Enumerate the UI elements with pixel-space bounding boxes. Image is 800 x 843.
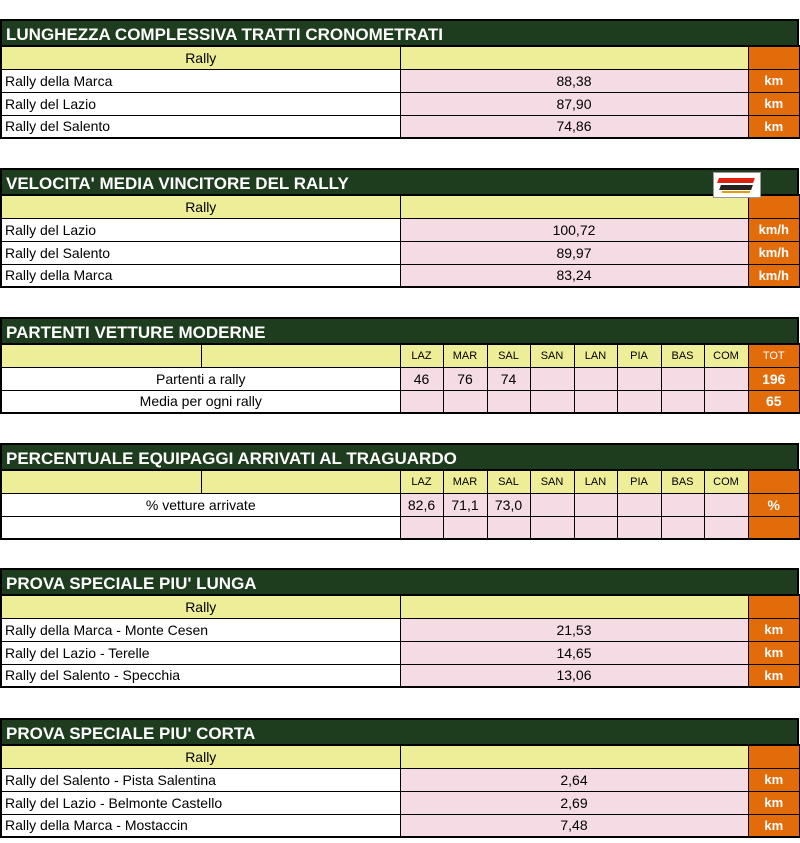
rally-unit: km [748, 92, 800, 115]
rally-name: Rally del Salento [1, 241, 400, 264]
cell-value: 71,1 [443, 493, 487, 516]
section-title-text: VELOCITA' MEDIA VINCITORE DEL RALLY [6, 174, 349, 193]
table-row [1, 218, 800, 241]
cell-value [530, 367, 574, 390]
table-row [1, 92, 800, 115]
row-label: Media per ogni rally [1, 390, 400, 413]
table-row [1, 264, 800, 287]
rally-value: 89,97 [400, 241, 748, 264]
table-row [1, 791, 800, 814]
rally-name: Rally della Marca [1, 264, 400, 287]
header-unit [748, 595, 800, 618]
cell-value: 73,0 [487, 493, 530, 516]
cell-value [617, 493, 661, 516]
rally-value: 13,06 [400, 664, 748, 687]
cell-value [530, 493, 574, 516]
header-value [400, 46, 748, 69]
rally-name: Rally del Lazio - Belmonte Castello [1, 791, 400, 814]
partenti-table [0, 343, 800, 414]
rally-unit: km [748, 69, 800, 92]
cell-value [574, 516, 617, 539]
rally-unit: km [748, 641, 800, 664]
cell-value [617, 367, 661, 390]
rally-name: Rally del Lazio [1, 92, 400, 115]
rally-value: 14,65 [400, 641, 748, 664]
cell-value: 82,6 [400, 493, 443, 516]
cell-value [530, 516, 574, 539]
table-row [1, 664, 800, 687]
tot-value: 196 [748, 367, 800, 390]
col-header: LAN [574, 344, 617, 367]
table-row [1, 814, 800, 837]
cell-value [487, 516, 530, 539]
rally-unit: km [748, 791, 800, 814]
cell-value [704, 493, 748, 516]
rally-name: Rally della Marca [1, 69, 400, 92]
cell-value [704, 516, 748, 539]
table-row [1, 516, 800, 539]
col-header: LAZ [400, 470, 443, 493]
col-header: LAN [574, 470, 617, 493]
table-row [1, 641, 800, 664]
cell-value [443, 516, 487, 539]
table-row [1, 390, 800, 413]
rally-name: Rally della Marca - Monte Cesen [1, 618, 400, 641]
rally-value: 7,48 [400, 814, 748, 837]
rally-logo-icon [713, 172, 761, 198]
velocita-table [0, 194, 800, 288]
cell-value [661, 367, 704, 390]
table-row [1, 493, 800, 516]
section-velocita [0, 168, 799, 288]
section-partenti [0, 317, 799, 414]
rally-unit: km/h [748, 241, 800, 264]
header-unit [748, 745, 800, 768]
cell-value [487, 390, 530, 413]
cell-value [530, 390, 574, 413]
section-title: PERCENTUALE EQUIPAGGI ARRIVATI AL TRAGUARDO [0, 443, 799, 469]
section-corta [0, 718, 799, 838]
header-rally: Rally [1, 46, 400, 69]
section-lunga [0, 568, 799, 688]
tot-header: TOT [748, 344, 800, 367]
cell-value [704, 367, 748, 390]
cell-value [574, 493, 617, 516]
cell-value [443, 390, 487, 413]
rally-unit: km [748, 664, 800, 687]
rally-unit: km/h [748, 218, 800, 241]
rally-value: 87,90 [400, 92, 748, 115]
rally-name: Rally del Salento [1, 115, 400, 138]
header-rally: Rally [1, 595, 400, 618]
rally-value: 88,38 [400, 69, 748, 92]
header-value [400, 595, 748, 618]
col-header: COM [704, 470, 748, 493]
section-percentuale [0, 443, 799, 540]
section-title [0, 168, 799, 194]
header-blank [1, 470, 201, 493]
rally-value: 100,72 [400, 218, 748, 241]
section-title: PROVA SPECIALE PIU' LUNGA [0, 568, 799, 594]
col-header: SAL [487, 470, 530, 493]
header-value [400, 745, 748, 768]
table-row [1, 367, 800, 390]
rally-unit: km [748, 618, 800, 641]
col-header: SAN [530, 470, 574, 493]
section-title: PROVA SPECIALE PIU' CORTA [0, 718, 799, 744]
table-row [1, 768, 800, 791]
cell-value [661, 516, 704, 539]
rally-name: Rally del Salento - Specchia [1, 664, 400, 687]
tot-value [748, 516, 800, 539]
rally-name: Rally del Lazio [1, 218, 400, 241]
cell-value [661, 390, 704, 413]
corta-table [0, 744, 800, 838]
rally-value: 74,86 [400, 115, 748, 138]
section-lunghezza [0, 19, 799, 139]
lunghezza-table [0, 45, 800, 139]
cell-value: 74 [487, 367, 530, 390]
rally-value: 21,53 [400, 618, 748, 641]
cell-value [400, 516, 443, 539]
header-rally: Rally [1, 745, 400, 768]
cell-value [574, 390, 617, 413]
col-header: COM [704, 344, 748, 367]
header-unit [748, 195, 800, 218]
cell-value [617, 390, 661, 413]
header-value [400, 195, 748, 218]
tot-value: % [748, 493, 800, 516]
table-row [1, 241, 800, 264]
row-label [1, 516, 400, 539]
col-header: BAS [661, 344, 704, 367]
row-label: % vetture arrivate [1, 493, 400, 516]
row-label: Partenti a rally [1, 367, 400, 390]
col-header: MAR [443, 344, 487, 367]
tot-value: 65 [748, 390, 800, 413]
header-blank [1, 344, 201, 367]
rally-name: Rally del Lazio - Terelle [1, 641, 400, 664]
header-blank [201, 470, 400, 493]
col-header: BAS [661, 470, 704, 493]
table-row [1, 115, 800, 138]
rally-value: 83,24 [400, 264, 748, 287]
header-rally: Rally [1, 195, 400, 218]
rally-unit: km/h [748, 264, 800, 287]
col-header: LAZ [400, 344, 443, 367]
tot-header [748, 470, 800, 493]
section-title: LUNGHEZZA COMPLESSIVA TRATTI CRONOMETRATI [0, 19, 799, 45]
col-header: PIA [617, 344, 661, 367]
rally-name: Rally del Salento - Pista Salentina [1, 768, 400, 791]
col-header: PIA [617, 470, 661, 493]
percentuale-table [0, 469, 800, 540]
col-header: SAL [487, 344, 530, 367]
rally-unit: km [748, 768, 800, 791]
col-header: SAN [530, 344, 574, 367]
table-row [1, 69, 800, 92]
rally-value: 2,64 [400, 768, 748, 791]
header-blank [201, 344, 400, 367]
cell-value [704, 390, 748, 413]
rally-unit: km [748, 115, 800, 138]
section-title: PARTENTI VETTURE MODERNE [0, 317, 799, 343]
cell-value [617, 516, 661, 539]
cell-value: 76 [443, 367, 487, 390]
cell-value [400, 390, 443, 413]
lunga-table [0, 594, 800, 688]
col-header: MAR [443, 470, 487, 493]
header-unit [748, 46, 800, 69]
table-row [1, 618, 800, 641]
rally-name: Rally della Marca - Mostaccin [1, 814, 400, 837]
cell-value [661, 493, 704, 516]
cell-value: 46 [400, 367, 443, 390]
cell-value [574, 367, 617, 390]
rally-unit: km [748, 814, 800, 837]
rally-value: 2,69 [400, 791, 748, 814]
